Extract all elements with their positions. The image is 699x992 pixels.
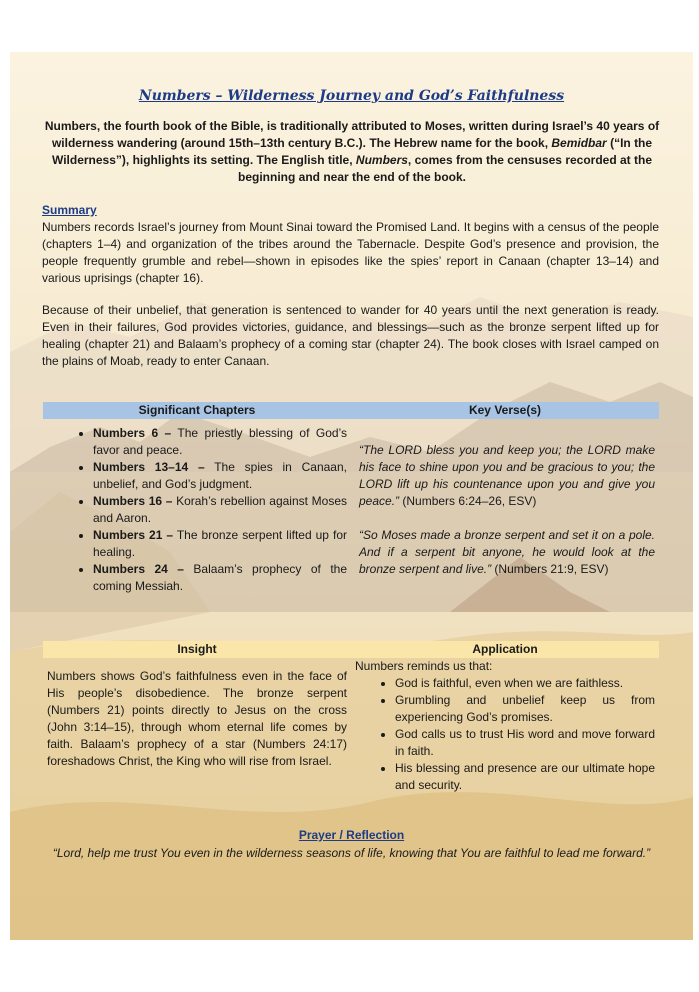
chapters-table (43, 402, 659, 595)
hebrew-name: Bemidbar (551, 136, 607, 150)
list-item (93, 527, 347, 561)
chapter-text: The priestly blessing of God’s favor and peace. (93, 426, 347, 457)
application-column (351, 658, 659, 794)
key-verse-2 (359, 527, 655, 578)
document-content (10, 52, 693, 940)
intro-text-3: , comes from the censuses recorded at the beginning and near the end of the book. (238, 153, 653, 184)
list-item: • God calls us to trust His word and move forward in faith. (395, 726, 655, 760)
prayer-heading: Prayer / Reflection (298, 828, 405, 842)
insight-table (43, 641, 659, 794)
header-key-verses: Key Verse(s) (468, 403, 542, 417)
intro-text-2: (“In the Wilderness”), highlights its setting. The English title, (51, 136, 653, 167)
chapter-text: The spies in Canaan, unbelief, and God’s judgment. (93, 460, 347, 491)
page-title: Numbers – Wilderness Journey and God’s Faithfulness (138, 88, 565, 104)
verse-quote: “So Moses made a bronze serpent and set it on a pole. And if a serpent bit anyone, he would look at the bronze serpent and live.” (359, 528, 655, 576)
intro-paragraph (44, 118, 660, 186)
chapter-ref: Numbers 6 – (93, 426, 172, 440)
header-significant-chapters: Significant Chapters (138, 403, 256, 417)
verses-column (351, 419, 659, 595)
english-name: Numbers (355, 153, 408, 167)
list-item: • His blessing and presence are our ultimate hope and security. (395, 760, 655, 794)
summary-paragraph-1: Numbers records Israel’s journey from Mount Sinai toward the Promised Land. It begins with a census of the people (chapters 1–4) and organization of the tribes around the Tabernacle. Despite God’s presence and provision, the people frequently grumble and rebel—shown in episodes like the spies’ report in Canaan (chapter 13–14) and various uprisings (chapter 16). (42, 220, 659, 285)
list-item (93, 493, 347, 527)
summary-heading: Summary (42, 203, 97, 217)
verse-citation: (Numbers 6:24–26, ESV) (399, 494, 537, 508)
chapter-ref: Numbers 13–14 – (93, 460, 205, 474)
list-item: • God is faithful, even when we are faithless. (395, 675, 655, 692)
chapter-ref: Numbers 16 – (93, 494, 173, 508)
chapters-column (43, 419, 351, 595)
verse-citation: (Numbers 21:9, ESV) (491, 562, 609, 576)
header-application: Application (472, 642, 538, 656)
summary-paragraph-2: Because of their unbelief, that generation is sentenced to wander for 40 years until the next generation is ready. Even in their failures, God provides victories, guidance, and blessings—such as the bronze serpent lifted up for healing (chapter 21) and Balaam’s prophecy of a coming star (chapter 24). The book closes with Israel camped on the plains of Moab, ready to enter Canaan. (42, 303, 659, 368)
chapters-list (47, 425, 347, 595)
application-intro: Numbers reminds us that: (355, 659, 493, 673)
chapter-text: The bronze serpent lifted up for healing. (93, 528, 347, 559)
prayer-text: “Lord, help me trust You even in the wilderness seasons of life, knowing that You are faithful to lead me forward.” (52, 846, 651, 860)
insight-column (43, 658, 351, 794)
chapter-text: Balaam’s prophecy of the coming Messiah. (93, 562, 348, 593)
list-item (93, 425, 347, 459)
insight-table-header (43, 641, 659, 658)
page (10, 52, 693, 940)
list-item: • Grumbling and unbelief keep us from experiencing God’s promises. (395, 692, 655, 726)
key-verse-1 (359, 442, 655, 510)
application-list (355, 675, 655, 794)
chapter-text: Korah’s rebellion against Moses and Aaron. (93, 494, 348, 525)
chapters-table-header (43, 402, 659, 419)
header-insight: Insight (177, 642, 217, 656)
list-item (93, 561, 347, 595)
insight-text: Numbers shows God’s faithfulness even in the face of His people’s disobedience. The bronze serpent (Numbers 21) points directly to Jesus on the cross (John 3:14–15), through whom eternal life comes by faith. Balaam’s prophecy of a star (Numbers 24:17) foreshadows Christ, the King who will rise from Israel. (47, 669, 347, 768)
intro-text-1: Numbers, the fourth book of the Bible, is traditionally attributed to Moses, written during Israel’s 40 years of wilderness wandering (around 15th–13th century B.C.). The Hebrew name for the book, (44, 119, 660, 150)
list-item (93, 459, 347, 493)
chapter-ref: Numbers 21 – (93, 528, 174, 542)
chapter-ref: Numbers 24 – (93, 562, 184, 576)
verse-quote: “The LORD bless you and keep you; the LORD make his face to shine upon you and be gracious to you; the LORD lift up his countenance upon you and give you peace.” (359, 443, 655, 508)
